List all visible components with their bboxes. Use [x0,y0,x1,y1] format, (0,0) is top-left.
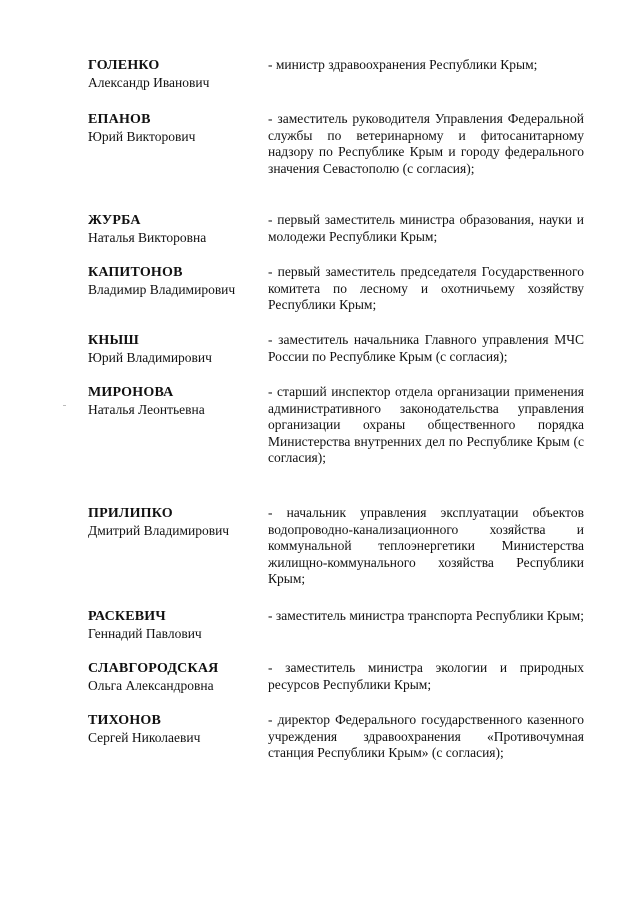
position-description: - старший инспектор отдела организации применения административного законодательства управления организации охраны общественного порядка Министерства внутренних дел по Республике Крым (с согласия); [268,384,584,465]
surname: ПРИЛИПКО [88,506,173,521]
person-name [88,212,263,246]
given-name: Дмитрий Владимирович [88,523,230,538]
surname: ЕПАНОВ [88,112,151,127]
given-name: Геннадий Павлович [88,626,202,641]
person-name [88,660,263,694]
position-description: - заместитель министра экологии и природных ресурсов Республики Крым; [268,660,584,692]
surname: МИРОНОВА [88,385,174,400]
surname: ГОЛЕНКО [88,58,160,73]
given-name: Наталья Викторовна [88,230,207,245]
position-description: - первый заместитель министра образования, науки и молодежи Республики Крым; [268,212,584,244]
person-name [88,111,263,145]
given-name: Юрий Владимирович [88,350,212,365]
position-description: - министр здравоохранения Республики Крым; [268,57,538,72]
position-description: - заместитель руководителя Управления Федеральной службы по ветеринарному и фитосанитарному надзору по Республике Крым и городу федерального значения Севастополю (с согласия); [268,111,584,176]
given-name: Юрий Викторович [88,129,196,144]
surname: РАСКЕВИЧ [88,609,166,624]
person-name [88,712,263,746]
given-name: Наталья Леонтьевна [88,402,205,417]
surname: СЛАВГОРОДСКАЯ [88,661,219,676]
person-name [88,57,263,91]
person-name [88,332,263,366]
person-name [88,608,263,642]
surname: КАПИТОНОВ [88,265,183,280]
position-description: - директор Федерального государственного казенного учреждения здравоохранения «Противочумная станция Республики Крым» (с согласия); [268,712,584,760]
surname: КНЫШ [88,333,139,348]
position-description: - начальник управления эксплуатации объектов водопроводно-канализационного хозяйства и коммунальной теплоэнергетики Министерства жилищно-коммунального хозяйства Республики Крым; [268,505,584,586]
surname: ТИХОНОВ [88,713,162,728]
position-description: - первый заместитель председателя Государственного комитета по лесному и охотничьему хозяйству Республики Крым; [268,264,584,312]
person-name [88,264,263,298]
given-name: Владимир Владимирович [88,282,236,297]
position-description: - заместитель начальника Главного управления МЧС России по Республике Крым (с согласия); [268,332,584,364]
person-name [88,505,263,539]
person-name [88,384,263,418]
margin-mark [63,405,66,406]
position-description: - заместитель министра транспорта Республики Крым; [268,608,584,623]
given-name: Александр Иванович [88,75,210,90]
given-name: Ольга Александровна [88,678,214,693]
given-name: Сергей Николаевич [88,730,201,745]
surname: ЖУРБА [88,213,141,228]
